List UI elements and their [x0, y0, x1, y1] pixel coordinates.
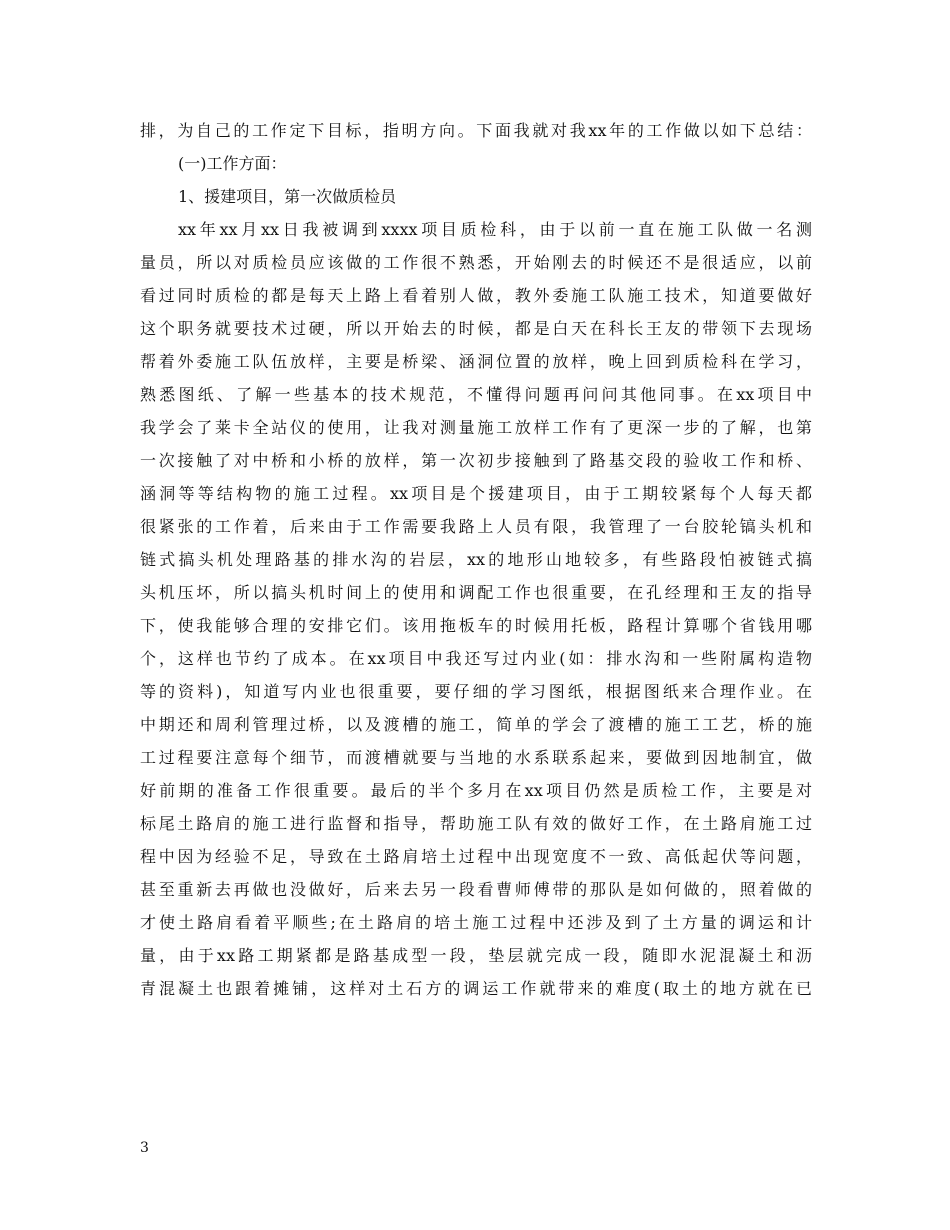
text-line: 量，由于xx路工期紧都是路基成型一段，垫层就完成一段，随即水泥混凝土和沥	[140, 946, 812, 965]
text-line: 青混凝土也跟着摊铺，这样对土石方的调运工作就带来的难度(取土的地方就在已	[140, 979, 812, 998]
text-line: 链式搞头机处理路基的排水沟的岩层，xx的地形山地较多，有些路段怕被链式搞	[140, 550, 812, 569]
text-line: 标尾土路肩的施工进行监督和指导，帮助施工队有效的做好工作，在土路肩施工过	[140, 814, 812, 833]
text-line: 个，这样也节约了成本。在xx项目中我还写过内业(如：排水沟和一些附属构造物	[140, 649, 812, 668]
text-line: 帮着外委施工队伍放样，主要是桥梁、涵洞位置的放样，晚上回到质检科在学习，	[140, 352, 812, 371]
text-line: 很紧张的工作着，后来由于工作需要我路上人员有限，我管理了一台胶轮镐头机和	[140, 517, 812, 536]
text-line: 等的资料)，知道写内业也很重要，要仔细的学习图纸，根据图纸来合理作业。在	[140, 682, 812, 701]
text-line: 一次接触了对中桥和小桥的放样，第一次初步接触到了路基交段的验收工作和桥、	[140, 451, 812, 470]
text-line: 熟悉图纸、了解一些基本的技术规范，不懂得问题再问问其他同事。在xx项目中	[140, 385, 812, 404]
text-line: 看过同时质检的都是每天上路上看着别人做，教外委施工队施工技术，知道要做好	[140, 286, 812, 305]
text-line: 中期还和周利管理过桥，以及渡槽的施工，简单的学会了渡槽的施工工艺，桥的施	[140, 715, 812, 734]
text-line: xx年xx月xx日我被调到xxxx项目质检科，由于以前一直在施工队做一名测	[178, 220, 812, 239]
text-line: 下，使我能够合理的安排它们。该用拖板车的时候用托板，路程计算哪个省钱用哪	[140, 616, 812, 635]
text-line: 量员，所以对质检员应该做的工作很不熟悉，开始刚去的时候还不是很适应，以前	[140, 253, 812, 272]
text-line: 排，为自己的工作定下目标，指明方向。下面我就对我xx年的工作做以如下总结：	[140, 121, 812, 140]
text-line: 好前期的准备工作很重要。最后的半个多月在xx项目仍然是质检工作，主要是对	[140, 781, 812, 800]
text-line: 头机压坏，所以搞头机时间上的使用和调配工作也很重要，在孔经理和王友的指导	[140, 583, 812, 602]
text-line: 我学会了莱卡全站仪的使用，让我对测量施工放样工作有了更深一步的了解，也第	[140, 418, 812, 437]
text-line: 工过程要注意每个细节，而渡槽就要与当地的水系联系起来，要做到因地制宜，做	[140, 748, 812, 767]
text-line: 程中因为经验不足，导致在土路肩培土过程中出现宽度不一致、高低起伏等问题，	[140, 847, 812, 866]
section-heading: (一)工作方面：	[178, 154, 287, 173]
subsection-heading: 1、援建项目，第一次做质检员	[178, 187, 397, 206]
page-number: 3	[140, 1140, 149, 1156]
text-line: 甚至重新去再做也没做好，后来去另一段看曹师傅带的那队是如何做的，照着做的	[140, 880, 812, 899]
text-line: 才使土路肩看着平顺些;在土路肩的培土施工过程中还涉及到了土方量的调运和计	[140, 913, 812, 932]
body-text	[140, 114, 812, 1005]
text-line: 这个职务就要技术过硬，所以开始去的时候，都是白天在科长王友的带领下去现场	[140, 319, 812, 338]
text-line: 涵洞等等结构物的施工过程。xx项目是个援建项目，由于工期较紧每个人每天都	[140, 484, 812, 503]
